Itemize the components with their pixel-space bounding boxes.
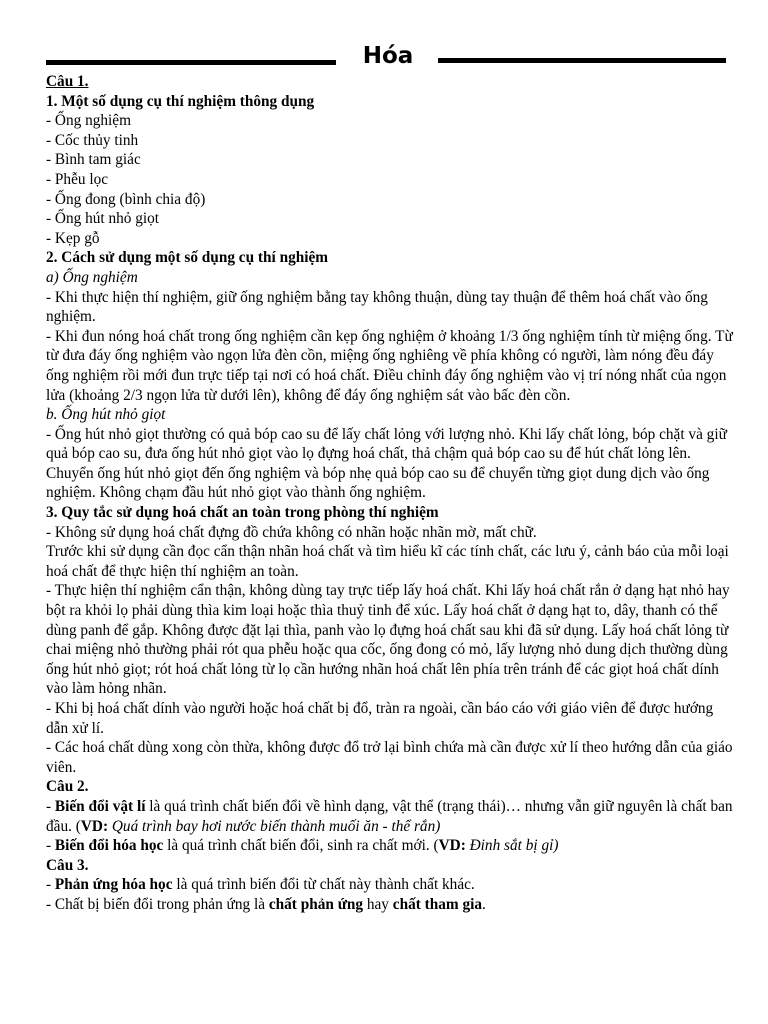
cau1-heading: Câu 1. [46,73,89,90]
document-body [46,72,736,915]
page-title: Hóa [362,43,414,69]
term-participant: chất tham gia [392,895,483,913]
paragraph: - Ống hút nhỏ giọt thường có quả bóp cao su để lấy chất lỏng với lượng nhỏ. Khi lấy chất lỏng, bóp chặt và giữ quả bóp cao su, đưa ống hút nhỏ giọt vào lọ đựng hoá chất, thả chậm quả bóp cao su để hút chất lỏng lên. Chuyển ống hút nhỏ giọt đến ống nghiệm và bóp nhẹ quả bóp cao su để chuyển từng giọt dung dịch vào ống nghiệm. Không chạm đầu hút nhỏ giọt vào thành ống nghiệm. [46,425,727,502]
header-rule-left [46,60,336,65]
section1-heading: 1. Một số dụng cụ thí nghiệm thông dụng [46,92,315,110]
section2-heading: 2. Cách sử dụng một số dụng cụ thí nghiệm [46,249,329,267]
list-item: - Cốc thủy tinh [46,131,139,149]
cau3-heading: Câu 3. [46,856,89,874]
paragraph: - Thực hiện thí nghiệm cẩn thận, không dùng tay trực tiếp lấy hoá chất. Khi lấy hoá chất rắn ở dạng hạt nhỏ hay bột ra khỏi lọ phải dùng thìa kim loại hoặc thìa thuỷ tinh để xúc. Lấy hoá chất ở dạng hạt to, dây, thanh có thể dùng panh để gắp. Không được đặt lại thìa, panh vào lọ đựng hoá chất sau khi đã sử dụng. Lấy hoá chất lỏng từ chai miệng nhỏ thường phải rót qua phễu hoặc qua cốc, ống đong có mỏ, lấy lượng nhỏ dung dịch thường dùng ống hút nhỏ giọt; rót hoá chất lỏng từ lọ cần hướng nhãn hoá chất lên phía trên tránh để các giọt hoá chất dính vào làm hỏng nhãn. [46,582,730,698]
header-rule-right [438,58,726,63]
list-item: - Ống đong (bình chia độ) [46,190,206,208]
list-item: - Ống nghiệm [46,112,131,130]
example-text: Quá trình bay hơi nước biến thành muối ăn - thể rắn) [108,817,441,835]
reactant-definition: - Chất bị biến đổi trong phản ứng là chất phản ứng hay chất tham gia. [46,895,486,913]
subsection-b-title: b. Ống hút nhỏ giọt [46,406,166,424]
term-physical-change: Biến đổi vật lí [54,797,146,815]
subsection-a-title: a) Ống nghiệm [46,268,138,286]
paragraph: - Không sử dụng hoá chất đựng đồ chứa không có nhãn hoặc nhãn mờ, mất chữ. [46,523,537,541]
list-item: - Kẹp gỗ [46,229,100,247]
paragraph: - Khi bị hoá chất dính vào người hoặc hoá chất bị đổ, tràn ra ngoài, cần báo cáo với giáo viên để được hướng dẫn xử lí. [46,700,714,737]
definition-chemical-change: - Biến đổi hóa học là quá trình chất biến đổi, sinh ra chất mới. (VD: Đinh sắt bị gỉ) [46,837,559,855]
paragraph: Trước khi sử dụng cần đọc cẩn thận nhãn hoá chất và tìm hiểu kĩ các tính chất, các lưu ý, cảnh báo của mỗi loại hoá chất để thực hiện thí nghiệm an toàn. [46,543,729,580]
example-text: Đinh sắt bị gỉ) [465,837,559,855]
definition-chemical-reaction: - Phản ứng hóa học là quá trình biến đổi từ chất này thành chất khác. [46,876,475,894]
paragraph: - Khi thực hiện thí nghiệm, giữ ống nghiệm bằng tay không thuận, dùng tay thuận để thêm hoá chất vào ống nghiệm. [46,288,708,326]
term-reactant: chất phản ứng [268,895,364,913]
example-label: VD: [438,837,466,855]
cau2-heading: Câu 2. [46,778,89,796]
term-chemical-reaction: Phản ứng hóa học [54,876,173,894]
section3-heading: 3. Quy tắc sử dụng hoá chất an toàn trong phòng thí nghiệm [46,504,439,522]
list-item: - Bình tam giác [46,151,141,169]
paragraph: - Khi đun nóng hoá chất trong ống nghiệm cần kẹp ống nghiệm ở khoảng 1/3 ống nghiệm tính từ miệng ống. Từ từ đưa đáy ống nghiệm vào ngọn lửa đèn cồn, miệng ống nghiêng về phía không có người, làm nóng đều đáy ống nghiệm rồi mới đun trực tiếp tại nơi có hoá chất. Điều chỉnh đáy ống nghiệm vào vị trí nóng nhất của ngọn lửa (khoảng 2/3 ngọn lửa từ dưới lên), không để đáy ống nghiệm sát vào bấc đèn cồn. [46,327,733,404]
list-item: - Phễu lọc [46,170,109,188]
paragraph: - Các hoá chất dùng xong còn thừa, không được đổ trở lại bình chứa mà cần được xử lí theo hướng dẫn của giáo viên. [46,739,733,776]
example-label: VD: [80,817,109,835]
term-chemical-change: Biến đổi hóa học [54,837,164,855]
definition-physical-change: - Biến đổi vật lí là quá trình chất biến đổi về hình dạng, vật thể (trạng thái)… nhưng vẫn giữ nguyên là chất ban đầu. (VD: Quá trình bay hơi nước biến thành muối ăn - thể rắn) [46,797,733,835]
list-item: - Ống hút nhỏ giọt [46,210,160,228]
